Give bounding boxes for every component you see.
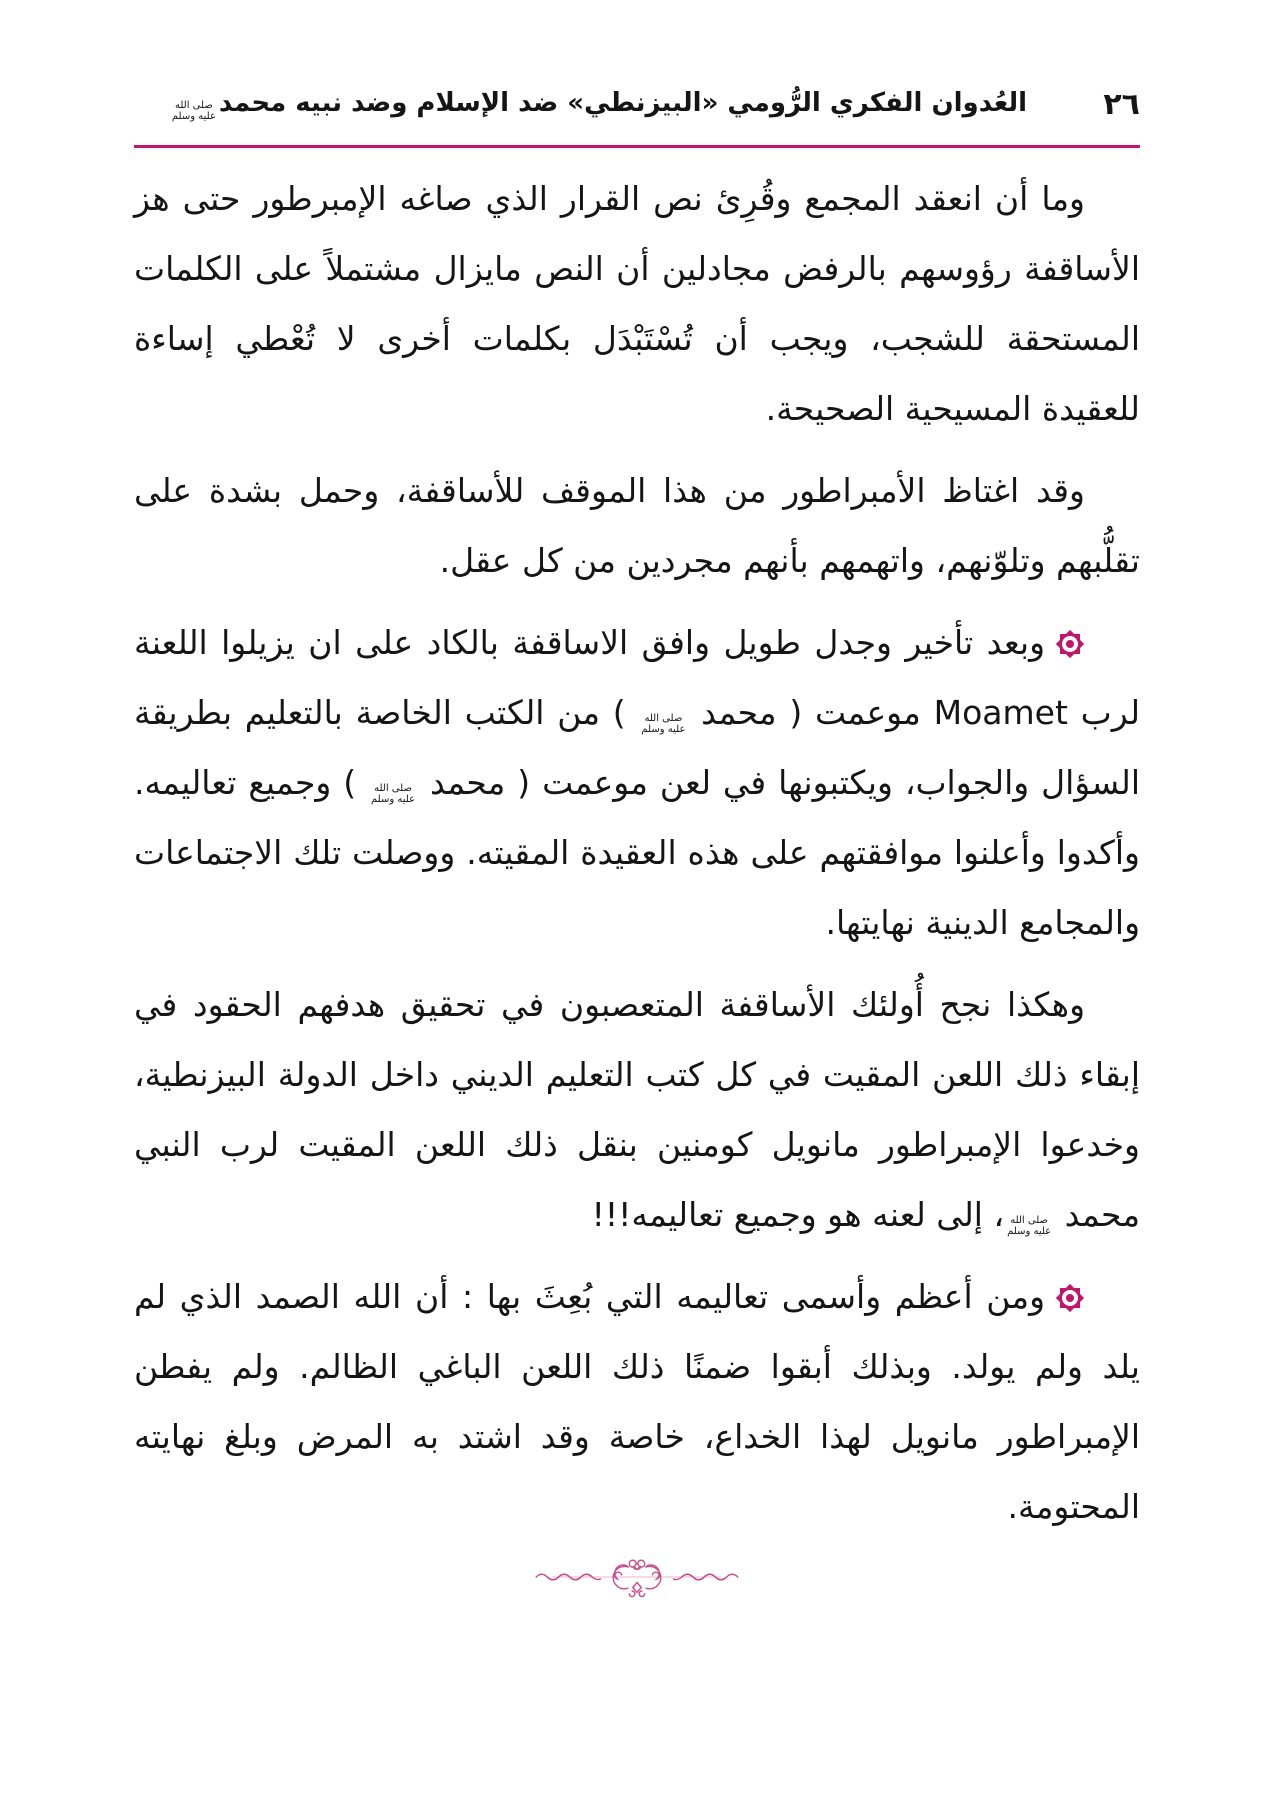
paragraph: وقد اغتاظ الأمبراطور من هذا الموقف للأساقفة، وحمل بشدة على تقلُّبهم وتلوّنهم، واتهمهم بأنهم مجردين من كل عقل. bbox=[134, 470, 1140, 580]
pbuh-mark: صلى الله عليه وسلم bbox=[641, 713, 686, 735]
pbuh-mark: صلى الله عليه وسلم bbox=[1007, 1215, 1052, 1237]
pbuh-mark: صلى الله عليه وسلم bbox=[371, 783, 416, 805]
page-header bbox=[0, 0, 1274, 123]
paragraph: وما أن انعقد المجمع وقُرِئ نص القرار الذي صاغه الإمبرطور حتى هز الأساقفة رؤوسهم بالرفض مجادلين أن النص مايزال مشتملاً على الكلمات المستحقة للشجب، ويجب أن تُسْتَبْدَل بكلمات أخرى لا تُعْطي إساءة للعقيدة المسيحية الصحيحة. bbox=[134, 178, 1140, 428]
paragraph-marker-icon bbox=[1055, 1283, 1085, 1313]
paragraph: وهكذا نجح أُولئك الأساقفة المتعصبون في تحقيق هدفهم الحقود في إبقاء ذلك اللعن المقيت في كل كتب التعليم الديني داخل الدولة البيزنطية، وخدعوا الإمبراطور مانويل كومنين بنقل ذلك اللعن المقيت لرب النبي محمد صلى الله عليه وسلم ، إلى لعنه هو وجميع تعاليمه!!! bbox=[134, 984, 1140, 1237]
page-number: ٢٦ bbox=[1103, 86, 1140, 122]
body-paragraphs bbox=[0, 148, 1274, 1542]
paragraph: ومن أعظم وأسمى تعاليمه التي بُعِثَ بها : أن الله الصمد الذي لم يلد ولم يولد. وبذلك أبقوا ضمنًا ذلك اللعن الباغي الظالم. ولم يفطن الإمبراطور مانويل لهذا الخداع، خاصة وقد اشتد به المرض وبلغ نهايته المحتومة. bbox=[134, 1276, 1140, 1526]
paragraph: وبعد تأخير وجدل طويل وافق الاساقفة بالكاد على ان يزيلوا اللعنة لرب Moamet موعمت ( محمد صلى الله عليه وسلم ) من الكتب الخاصة بالتعليم بطريقة السؤال والجواب، ويكتبونها في لعن موعمت ( محمد صلى الله عليه وسلم ) وجميع تعاليمه. وأكدوا وأعلنوا موافقتهم على هذه العقيدة المقيته. ووصلت تلك الاجتماعات والمجامع الدينية نهايتها. bbox=[134, 622, 1140, 942]
pbuh-mark: صلى الله عليه وسلم bbox=[171, 100, 216, 122]
page-title bbox=[134, 86, 1062, 123]
paragraph-marker-icon bbox=[1055, 629, 1085, 659]
page-title-text: العُدوان الفكري الرُّومي «البيزنطي» ضد الإسلام وضد نبيه محمد bbox=[218, 88, 1028, 118]
footer-ornament bbox=[0, 1554, 1274, 1604]
flourish-icon bbox=[532, 1554, 742, 1600]
